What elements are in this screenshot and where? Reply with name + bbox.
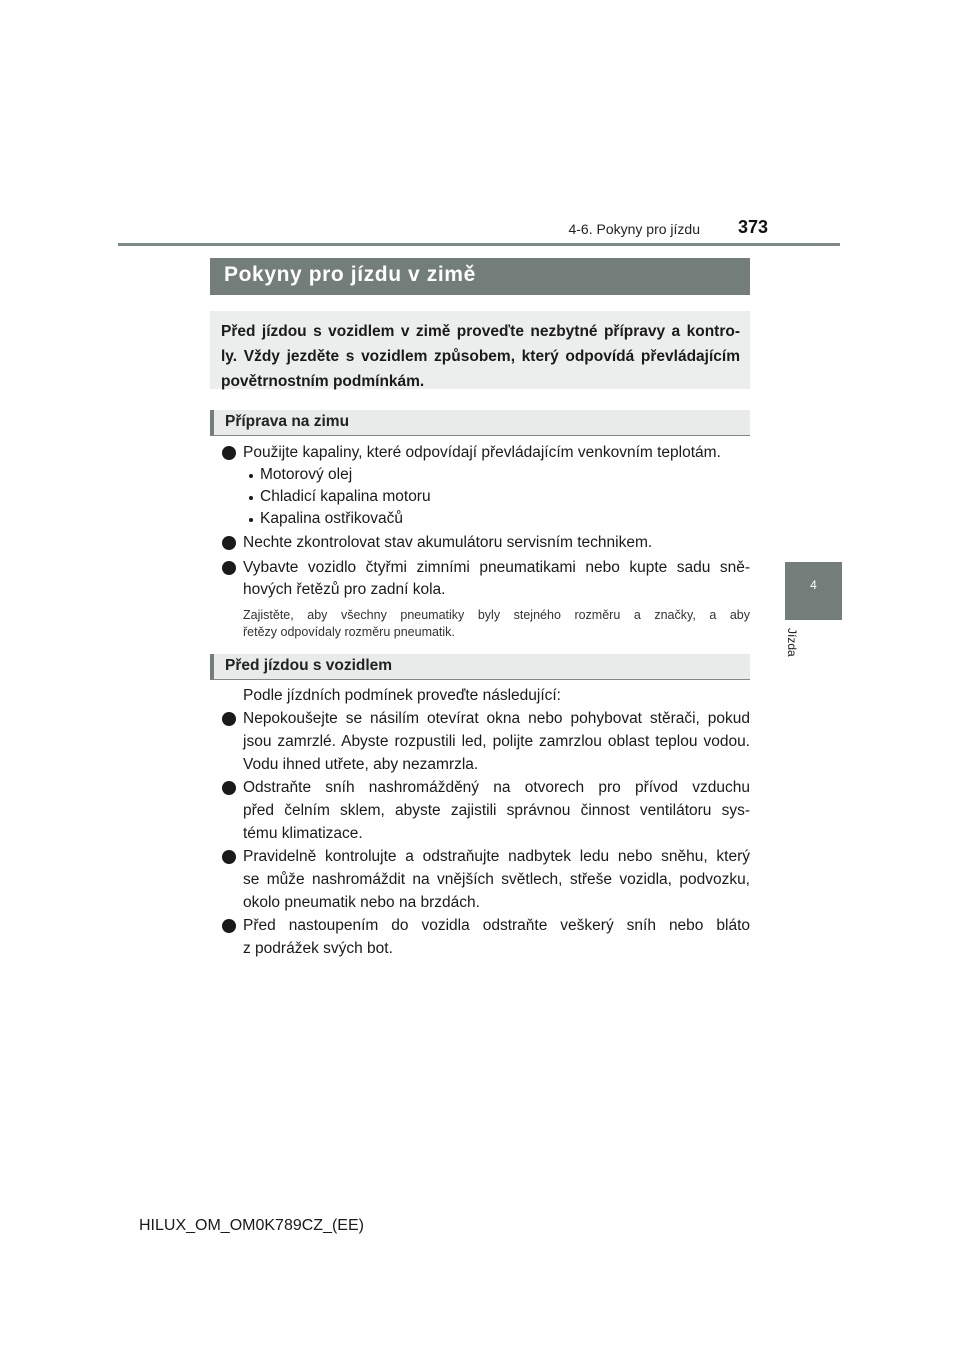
sub-item: Motorový olej bbox=[260, 466, 353, 483]
intro-line-1: Před jízdou s vozidlem v zimě proveďte nezbytné přípravy a kontro- bbox=[221, 323, 740, 340]
section-lead: Podle jízdních podmínek proveďte následující: bbox=[243, 687, 561, 704]
sub-bullet-marker bbox=[249, 474, 253, 478]
chapter-tab bbox=[785, 562, 842, 620]
page-title: Pokyny pro jízdu v zimě bbox=[224, 263, 476, 286]
bullet-text: Před nastoupením do vozidla odstraňte veškerý sníh nebo bláto bbox=[243, 917, 750, 934]
document-code: HILUX_OM_OM0K789CZ_(EE) bbox=[139, 1217, 364, 1234]
sub-item: Kapalina ostřikovačů bbox=[260, 510, 404, 527]
section-heading-winter-prep bbox=[210, 410, 750, 436]
bullet-text-cont: hových řetězů pro zadní kola. bbox=[243, 581, 446, 598]
section-title: 4-6. Pokyny pro jízdu bbox=[568, 221, 700, 237]
bullet-text: Použijte kapaliny, které odpovídají převládajícím venkovním teplotám. bbox=[243, 444, 721, 461]
bullet-marker bbox=[222, 850, 236, 864]
bullet-text-cont: tému klimatizace. bbox=[243, 825, 363, 842]
chapter-label-text: Jízda bbox=[785, 628, 799, 657]
sub-item: Chladicí kapalina motoru bbox=[260, 488, 431, 505]
sub-bullet-marker bbox=[249, 518, 253, 522]
bullet-marker bbox=[222, 536, 236, 550]
bullet-marker bbox=[222, 712, 236, 726]
bullet-text-cont: jsou zamrzlé. Abyste rozpustili led, polijte zamrzlou oblast teplou vodou. bbox=[243, 733, 750, 750]
bullet-text-cont: z podrážek svých bot. bbox=[243, 940, 393, 957]
intro-box bbox=[210, 311, 750, 389]
bullet-marker bbox=[222, 919, 236, 933]
bullet-text: Vybavte vozidlo čtyřmi zimními pneumatikami nebo kupte sadu sně- bbox=[243, 559, 750, 576]
bullet-marker bbox=[222, 446, 236, 460]
chapter-number: 4 bbox=[810, 578, 817, 592]
bullet-text-cont: před čelním sklem, abyste zajistili správnou činnost ventilátoru sys- bbox=[243, 802, 750, 819]
bullet-text-cont: okolo pneumatik nebo na brzdách. bbox=[243, 894, 480, 911]
section-heading-before-driving bbox=[210, 654, 750, 680]
chapter-label bbox=[785, 628, 801, 668]
bullet-marker bbox=[222, 781, 236, 795]
section-heading-text: Příprava na zimu bbox=[225, 413, 350, 430]
section-heading-text: Před jízdou s vozidlem bbox=[225, 657, 393, 674]
sub-bullet-marker bbox=[249, 496, 253, 500]
note-text: Zajistěte, aby všechny pneumatiky byly stejného rozměru a značky, a aby bbox=[243, 608, 750, 622]
bullet-text: Nepokoušejte se násilím otevírat okna nebo pohybovat stěrači, pokud bbox=[243, 710, 750, 727]
bullet-text: Nechte zkontrolovat stav akumulátoru servisním technikem. bbox=[243, 534, 653, 551]
page-header bbox=[0, 0, 960, 250]
bullet-text-cont: se může nashromáždit na vnějších světlech, střeše vozidla, podvozku, bbox=[243, 871, 750, 888]
page-number: 373 bbox=[738, 217, 769, 237]
header-divider bbox=[118, 243, 840, 246]
note-text-cont: řetězy odpovídaly rozměru pneumatik. bbox=[243, 625, 455, 639]
bullet-text: Odstraňte sníh nashromážděný na otvorech pro přívod vzduchu bbox=[243, 779, 750, 796]
intro-line-2: ly. Vždy jezděte s vozidlem způsobem, který odpovídá převládajícím bbox=[221, 348, 740, 365]
bullet-marker bbox=[222, 561, 236, 575]
bullet-text-cont: Vodu ihned utřete, aby nezamrzla. bbox=[243, 756, 479, 773]
bullet-text: Pravidelně kontrolujte a odstraňujte nadbytek ledu nebo sněhu, který bbox=[243, 848, 750, 865]
intro-line-3: povětrnostním podmínkám. bbox=[221, 373, 425, 390]
page-title-bar bbox=[210, 258, 750, 295]
